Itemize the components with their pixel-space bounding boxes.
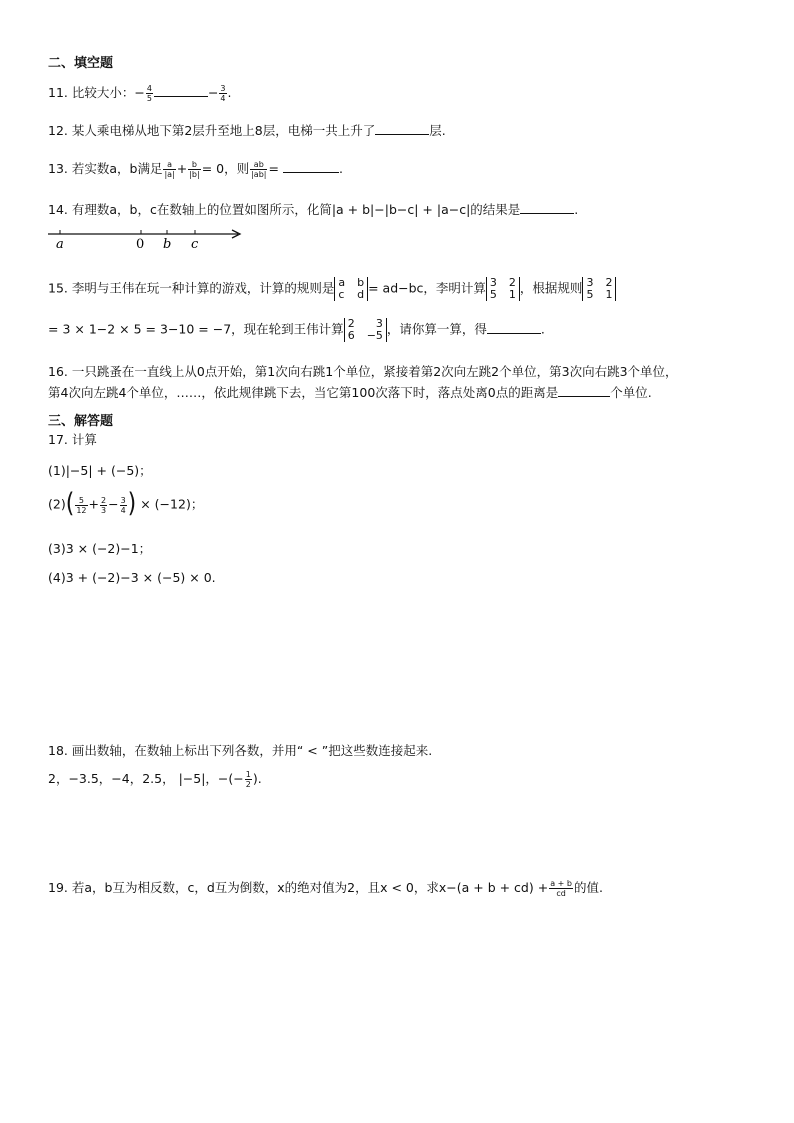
fraction: $\frac{4}{5}$	[146, 84, 152, 103]
answer-blank[interactable]	[520, 201, 574, 214]
question-14: 14. 有理数a，b，c在数轴上的位置如图所示，化简|a + b|−|b−c| + |a−c|的结果是 .	[48, 202, 579, 217]
question-15-text: 15. 李明与王伟在玩一种计算的游戏，计算的规则是	[48, 280, 335, 296]
question-12-text: 12. 某人乘电梯从地下第2层升至地上8层，电梯一共上升了	[48, 123, 376, 138]
sign: −	[207, 85, 219, 100]
label-a: a	[56, 237, 64, 252]
section-title-solutions: 三、解答题	[48, 414, 114, 429]
section-title-fill-blank: 二、填空题	[48, 56, 114, 71]
question-15-line-2: = 3 × 1−2 × 5 = 3−10 = −7，现在轮到王伟计算 2 3 6 −5 ，请你算一算，得 .	[48, 317, 545, 342]
answer-blank[interactable]	[283, 160, 339, 173]
fraction: $\frac{ab}{|ab|}$	[251, 160, 267, 179]
question-17-part-4: (4)3 + (−2)−3 × (−5) × 0.	[48, 570, 216, 585]
fraction: $\frac{a + b}{cd}$	[550, 879, 572, 898]
number-line-figure	[46, 224, 246, 252]
question-17-title: 17. 计算	[48, 432, 97, 447]
fraction: $\frac{3}{4}$	[220, 84, 226, 103]
question-16-line-2: 第4次向左跳4个单位，……，依此规律跳下去，当它第100次落下时，落点处离0点的距离是 个单位.	[48, 385, 652, 400]
question-11-text: 11. 比较大小：	[48, 85, 135, 100]
label-c: c	[191, 237, 199, 252]
label-b: b	[163, 237, 172, 252]
fraction: $\frac{3}{4}$	[120, 495, 126, 515]
rule-determinant: a b c d	[334, 277, 368, 301]
fraction: $\frac{1}{2}$	[245, 770, 251, 789]
li-determinant: 3 2 5 1	[486, 277, 520, 301]
question-15-line-1: 15. 李明与王伟在玩一种计算的游戏，计算的规则是 a b c d = ad−bc，李明计算 3 2 5 1 ，根据规则 3 2 5 1	[48, 277, 616, 301]
question-13-text: 13. 若实数a，b满足	[48, 161, 163, 176]
question-17-part-2: (2)( $\frac{5}{12}$ + $\frac{2}{3}$ − $\frac{3}{4}$ ) × (−12)；	[48, 489, 204, 520]
answer-blank[interactable]	[154, 84, 208, 97]
answer-blank[interactable]	[375, 122, 429, 135]
answer-blank[interactable]	[558, 384, 610, 397]
fraction: $\frac{2}{3}$	[100, 495, 107, 515]
question-18-line-1: 18. 画出数轴，在数轴上标出下列各数，并用“ < ”把这些数连接起来.	[48, 743, 433, 758]
question-13: 13. 若实数a，b满足 $\frac{a}{|a|}$ + $\frac{b}{|b|}$ = 0，则 $\frac{ab}{|ab|}$ = .	[48, 160, 343, 179]
question-17-part-3: (3)3 × (−2)−1；	[48, 541, 152, 556]
label-zero: 0	[136, 237, 145, 252]
question-17-part-1: (1)|−5| + (−5)；	[48, 463, 152, 478]
question-16-line-1: 16. 一只跳蚤在一直线上从0点开始，第1次向右跳1个单位，紧接着第2次向左跳2个单位，第3次向右跳3个单位，	[48, 364, 678, 379]
question-18-line-2: 2，−3.5，−4，2.5， |−5|，−(− $\frac{1}{2}$ ).	[48, 770, 262, 789]
fraction: $\frac{5}{12}$	[76, 495, 87, 515]
question-19: 19. 若a，b互为相反数，c，d互为倒数，x的绝对值为2，且x < 0，求x−(a + b + cd) + $\frac{a + b}{cd}$ 的值.	[48, 879, 603, 898]
fraction: $\frac{a}{|a|}$	[164, 160, 175, 179]
question-14-text: 14. 有理数a，b，c在数轴上的位置如图所示，化简|a + b|−|b−c| + |a−c|的结果是	[48, 202, 521, 217]
question-12: 12. 某人乘电梯从地下第2层升至地上8层，电梯一共上升了 层.	[48, 123, 446, 138]
question-11: 11. 比较大小：− $\frac{4}{5}$ − $\frac{3}{4}$ .	[48, 84, 232, 103]
li-determinant-2: 3 2 5 1	[582, 277, 616, 301]
fraction: $\frac{b}{|b|}$	[189, 160, 200, 179]
sign: −	[134, 85, 145, 100]
wang-determinant: 2 3 6 −5	[344, 318, 387, 342]
answer-blank[interactable]	[487, 321, 541, 334]
